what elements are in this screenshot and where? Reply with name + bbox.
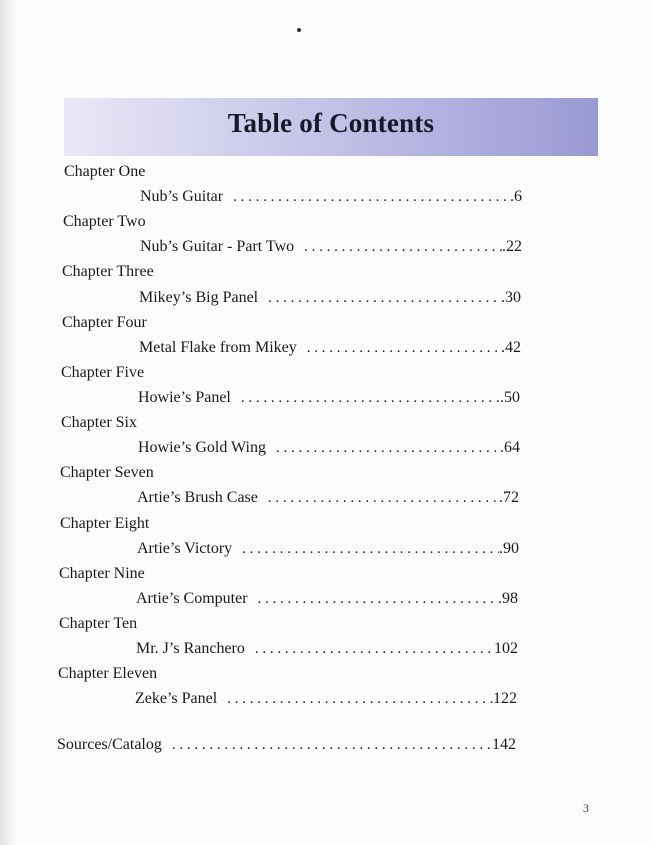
entry-title: Howie’s Panel [138, 389, 231, 406]
page-number: .72 [499, 489, 519, 506]
entry-title: Metal Flake from Mikey [139, 339, 297, 356]
dot-leader [304, 239, 502, 256]
entry-title: Sources/Catalog [57, 736, 162, 753]
chapter-label: Chapter Ten [59, 615, 138, 632]
entry-title: Artie’s Victory [137, 540, 233, 557]
page-number: .22 [502, 238, 522, 255]
page-number: 142 [492, 736, 516, 753]
dot-leader [242, 541, 499, 558]
toc-entry[interactable] [139, 339, 521, 357]
toc-entry[interactable] [140, 188, 522, 206]
toc-entry[interactable] [136, 590, 518, 608]
chapter-label: Chapter Nine [59, 565, 145, 582]
page-folio: 3 [583, 801, 589, 815]
dot-leader [276, 440, 500, 457]
dot-leader [172, 737, 492, 754]
chapter-label: Chapter Eleven [58, 665, 158, 682]
page-number: .50 [500, 389, 520, 406]
page-number: .42 [501, 339, 521, 356]
page-title: Table of Contents [227, 108, 435, 138]
entry-title: Nub’s Guitar - Part Two [140, 238, 295, 255]
entry-title: Howie’s Gold Wing [138, 439, 266, 456]
chapter-label: Chapter Seven [60, 464, 154, 481]
toc-entry[interactable] [136, 640, 518, 658]
page-number: .30 [501, 289, 521, 306]
toc-entry[interactable] [138, 389, 520, 407]
dot-leader [255, 641, 494, 658]
chapter-label: Chapter Three [62, 263, 154, 280]
entry-title: Mr. J’s Ranchero [136, 640, 245, 657]
dot-leader [268, 490, 499, 507]
chapter-label: Chapter One [64, 163, 146, 180]
chapter-label: Chapter Five [61, 364, 145, 381]
page-number: 102 [494, 640, 518, 657]
toc-entry[interactable] [135, 690, 517, 708]
chapter-label: Chapter Two [63, 213, 146, 230]
chapter-label: Chapter Eight [60, 515, 150, 532]
dot-leader [241, 390, 500, 407]
page-number: .6 [510, 188, 522, 205]
entry-title: Nub’s Guitar [140, 188, 224, 205]
dot-leader [258, 591, 498, 608]
toc-entry[interactable] [138, 439, 520, 457]
page-number: 122 [493, 690, 517, 707]
toc-entry-sources[interactable] [57, 736, 516, 754]
entry-title: Artie’s Computer [136, 590, 248, 607]
dot-leader [268, 290, 501, 307]
page-number: .64 [500, 439, 520, 456]
page-number: .98 [498, 590, 518, 607]
page-number: .90 [499, 540, 519, 557]
dot-leader [233, 189, 510, 206]
toc-entry[interactable] [137, 489, 519, 507]
chapter-label: Chapter Four [62, 314, 147, 331]
dot-leader [307, 340, 501, 357]
chapter-label: Chapter Six [61, 414, 137, 431]
toc-entry[interactable] [137, 540, 519, 558]
dot-leader [227, 691, 493, 708]
entry-title: Artie’s Brush Case [137, 489, 258, 506]
toc-entry[interactable] [140, 238, 522, 256]
toc-entry[interactable] [139, 289, 521, 307]
entry-title: Mikey’s Big Panel [139, 289, 259, 306]
entry-title: Zeke’s Panel [135, 690, 218, 707]
